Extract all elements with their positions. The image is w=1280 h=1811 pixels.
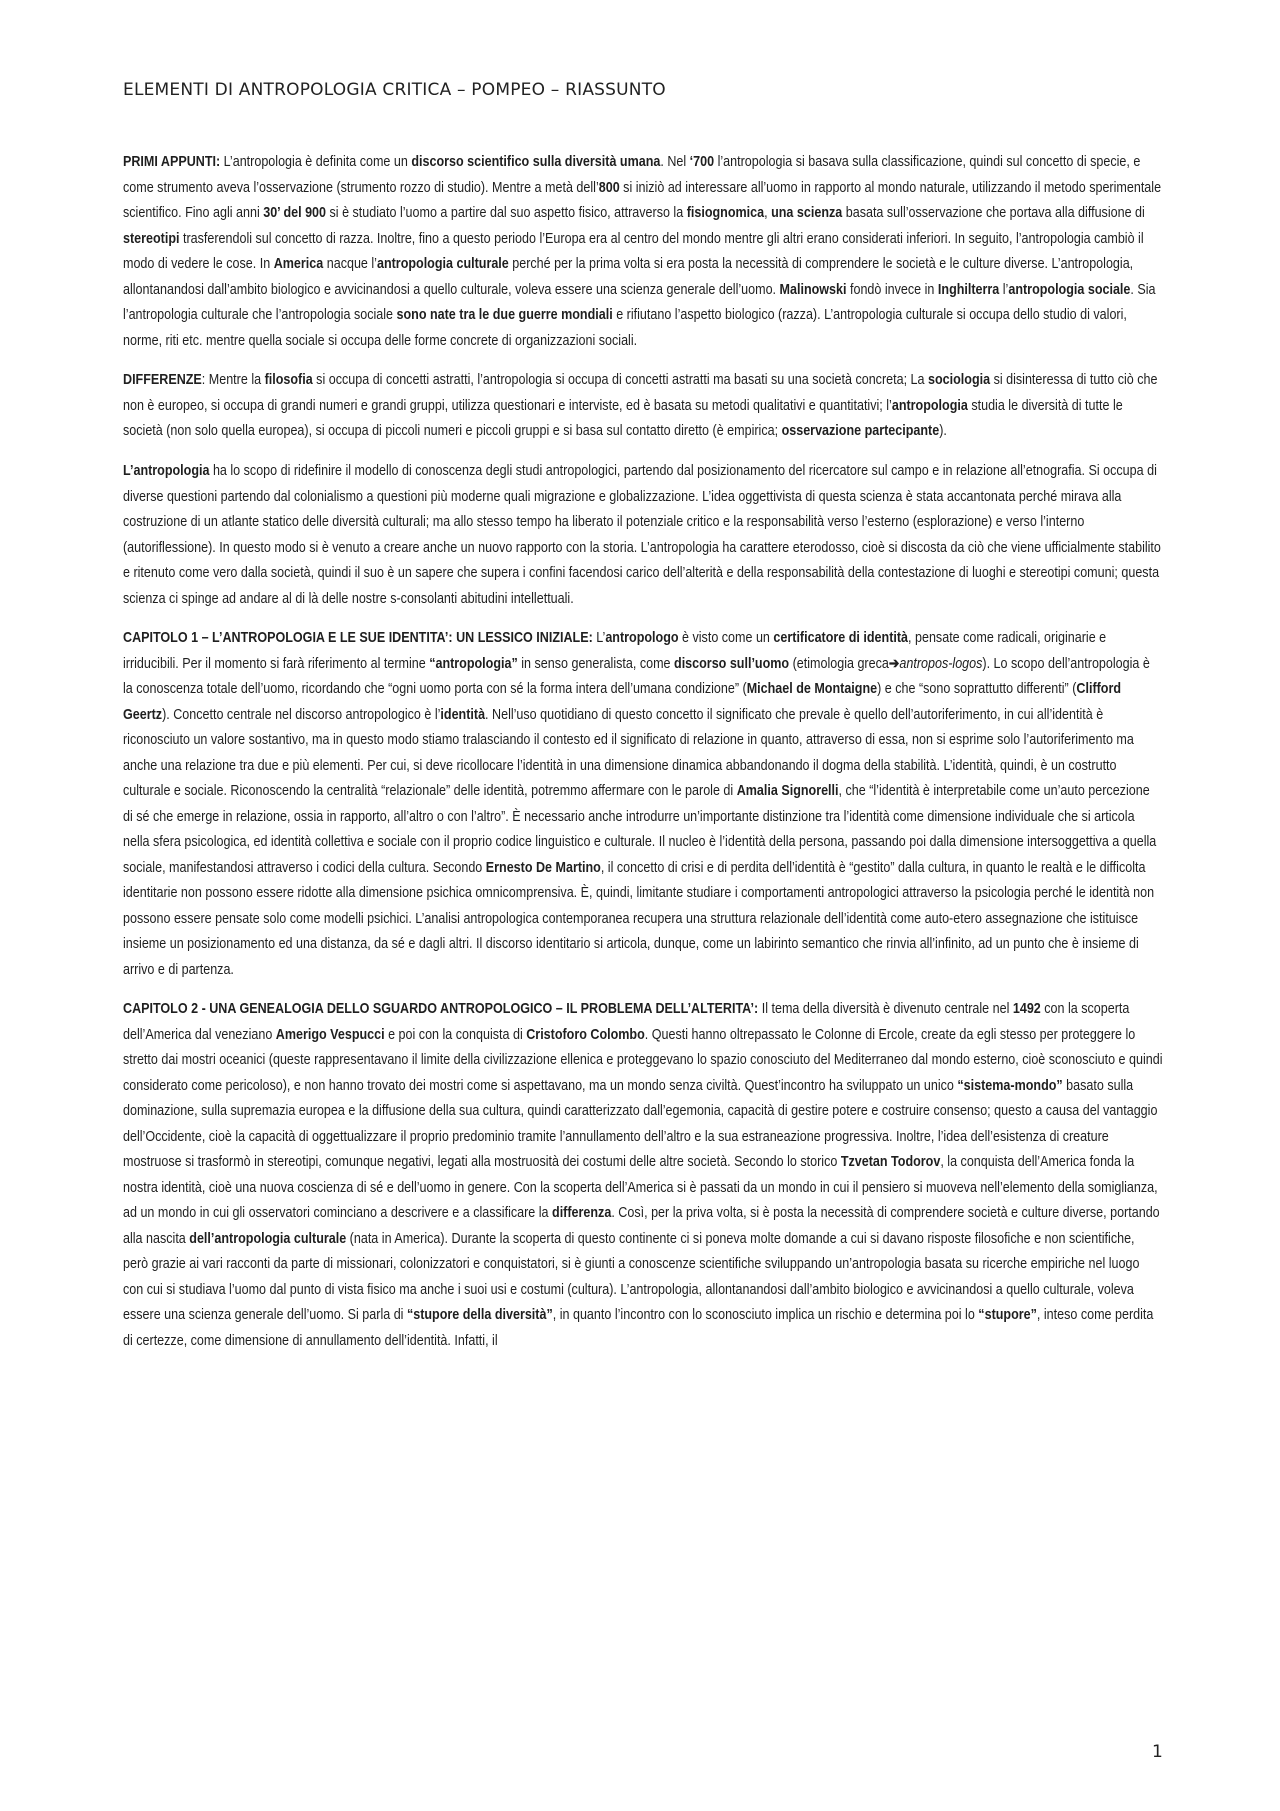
body-text: L’antropologia è definita come un	[223, 154, 412, 170]
bold-text: sociologia	[928, 372, 991, 388]
body-text: L’	[596, 630, 606, 646]
body-text: , inteso come perdita di certezze, come dimensione di annullamento dell’identità. Infatti, il	[123, 1307, 1154, 1349]
body-text: ha lo scopo di ridefinire il modello di conoscenza degli studi antropologici, partendo dal posizionamento del ricercatore sul campo e in relazione all’etnografia. Si occupa di diverse questioni partendo dal colonialismo a questioni più moderne quali migrazione e globalizzazione. L’idea oggettivista di questa scienza è stata accantonata perché mirava alla costruzione di un atlante statico delle diversità culturali; ma allo stesso tempo ha liberato il potenziale critico e la responsabilità verso l’esterno (esplorazione) e verso l’interno (autoriflessione). In questo modo si è venuto a creare anche un nuovo rapporto con la storia. L’antropologia ha carattere eterodosso, cioè si discosta da ciò che viene ufficialmente stabilito e ritenuto come vero dalla società, quindi il suo è un sapere che supera i confini facendosi carico dell’alterità e della responsabilità della contestazione di luoghi e stereotipi comuni; questa scienza ci spinge ad andare al di là delle nostre s-consolanti abitudini intellettuali.	[123, 463, 1161, 607]
bold-text: L’antropologia	[123, 463, 210, 479]
bold-text: Malinowski	[779, 281, 847, 298]
bold-text: 30’ del 900	[263, 205, 327, 221]
bold-text: stereotipi	[123, 230, 180, 247]
bold-text: America	[273, 256, 324, 272]
body-text: in senso generalista, come	[517, 655, 675, 672]
bold-text: una scienza	[771, 205, 843, 221]
body-text: ) e che “sono soprattutto differenti” (	[877, 681, 1077, 697]
body-text: , in quanto l’incontro con lo sconosciuto implica un rischio e determina poi lo	[552, 1307, 979, 1323]
body-text: e poi con la conquista di	[384, 1026, 527, 1043]
bold-text: Amerigo Vespucci	[275, 1026, 385, 1043]
bold-text: antropologia culturale	[376, 256, 509, 272]
bold-text: sono nate tra le due guerre mondiali	[396, 307, 613, 323]
body-text: studia le diversità di tutte le società (non solo quella europea), si occupa di piccoli numeri e piccoli gruppi e si basa sul contatto diretto (è empirica;	[123, 397, 1123, 439]
body-text: ). Lo scopo dell’antropologia è la conoscenza totale dell’uomo, ricordando che “ogni uomo porta con sé la forma intera dell’umana condizione” (	[123, 655, 1150, 697]
body-text: si è studiato l’uomo a partire dal suo aspetto fisico, attraverso la	[326, 205, 687, 221]
bold-text: CAPITOLO 2 - UNA GENEALOGIA DELLO SGUARDO ANTROPOLOGICO – IL PROBLEMA DELL’ALTERITA’:	[123, 1001, 762, 1017]
body-text: l’antropologia si basava sulla classificazione, quindi sul concetto di specie, e come strumento aveva l’osservazione (strumento rozzo di studio). Mentre a metà dell’	[123, 154, 1141, 196]
paragraph-primi-appunti	[123, 150, 1163, 354]
bold-text: 800	[598, 179, 620, 196]
body-text: nacque l’	[323, 256, 377, 272]
body-text: . Sia l’antropologia culturale che l’antropologia sociale	[123, 281, 1156, 323]
bold-text: discorso sull’uomo	[674, 655, 790, 672]
body-text: fondò invece in	[846, 281, 938, 298]
bold-text: CAPITOLO 1 – L’ANTROPOLOGIA E LE SUE IDENTITA’: UN LESSICO INIZIALE:	[123, 630, 597, 646]
document-body	[123, 150, 1163, 1368]
italic-text: antropos-logos	[899, 655, 983, 672]
bold-text: identità	[440, 706, 486, 723]
bold-text: Clifford Geertz	[123, 681, 1122, 723]
bold-text: differenza	[552, 1205, 612, 1221]
bold-text: PRIMI APPUNTI:	[123, 154, 224, 170]
bold-text: ‘700	[689, 154, 715, 170]
paragraph-capitolo-2	[123, 997, 1163, 1354]
body-text: , il concetto di crisi e di perdita dell’identità è “gestito” dalla cultura, in quanto le realtà e le difficolta identitarie non possono essere ridotte alla dimensione psichica omnicomprensiva. È, quindi, limitante studiare i comportamenti antropologici attraverso la psicologia perché le identità non possono essere pensate solo come modelli psichici. L’analisi antropologica contemporanea recupera una struttura relazionale dell’identità come auto-etero assegnazione che istituisce insieme un posizionamento ed una distanza, da sé e dagli altri. Il discorso identitario si articola, dunque, come un labirinto semantico che rinvia all’infinito, ad un punto che è insieme di arrivo e di partenza.	[123, 859, 1155, 978]
body-text: ,	[764, 205, 772, 221]
body-text: ).	[939, 423, 947, 439]
bold-text: Inghilterra	[937, 281, 1000, 298]
bold-text: “stupore”	[978, 1307, 1037, 1323]
body-text: si iniziò ad interessare all’uomo in rapporto al mondo naturale, utilizzando il metodo sperimentale scientifico. Fino agli anni	[123, 179, 1162, 221]
paragraph-lantropologia	[123, 459, 1163, 612]
body-text: . Nel	[660, 154, 690, 170]
body-text: è visto come un	[678, 630, 774, 646]
bold-text: Cristoforo Colombo	[526, 1026, 645, 1043]
bold-text: Amalia Signorelli	[736, 783, 839, 799]
body-text: si occupa di concetti astratti, l’antropologia si occupa di concetti astratti ma basati su una società concreta; La	[312, 372, 929, 388]
body-text: con la scoperta dell’America dal veneziano	[123, 1001, 1130, 1043]
body-text: basata sull’osservazione che portava alla diffusione di	[842, 205, 1145, 221]
bold-text: “sistema-mondo”	[957, 1077, 1063, 1094]
paragraph-differenze	[123, 368, 1163, 445]
body-text: e rifiutano l’aspetto biologico (razza). L’antropologia culturale si occupa dello studio di valori, norme, riti etc. mentre quella sociale si occupa delle forme concrete di organizzazioni sociali.	[123, 307, 1127, 349]
bold-text: 1492	[1012, 1001, 1041, 1017]
bold-text: antropologo	[605, 630, 679, 646]
body-text: . Così, per la priva volta, si è posta la necessità di comprendere società e culture diverse, portando alla nascita	[123, 1205, 1160, 1247]
arrow-right-icon: ➔	[888, 655, 900, 672]
paragraph-capitolo-1	[123, 626, 1163, 983]
body-text: Il tema della diversità è divenuto centrale nel	[761, 1001, 1013, 1017]
bold-text: antropologia	[891, 397, 968, 414]
document-title: ELEMENTI DI ANTROPOLOGIA CRITICA – POMPEO – RIASSUNTO	[123, 80, 666, 100]
page-number: 1	[1152, 1742, 1163, 1762]
body-text: (etimologia greca	[789, 655, 889, 672]
bold-text: “antropologia”	[429, 655, 518, 672]
body-text: l’	[999, 281, 1009, 298]
bold-text: antropologia sociale	[1008, 281, 1131, 298]
body-text: , che “l’identità è interpretabile come un’auto percezione di sé che emerge in relazione, ossia in rapporto, all’altro o con l’altro”. È necessario anche introdurre un’importante distinzione tra l’identità come dimensione individuale che si articola nella sfera psicologica, ed identità collettiva e sociale con il proprio codice linguistico e culturale. Il nucleo è l’identità della persona, passando poi dalla dimensione intersoggettiva a quella sociale, manifestandosi attraverso i codici della cultura. Secondo	[123, 783, 1157, 876]
bold-text: filosofia	[264, 372, 313, 388]
bold-text: dell’antropologia culturale	[189, 1230, 347, 1247]
body-text: (nata in America). Durante la scoperta di questo continente ci si poneva molte domande a cui si davano risposte filosofiche e non scientifiche, però grazie ai vari racconti da parte di missionari, colonizzatori e conquistatori, si è giunti a conoscenze scientifiche sviluppando un’antropologia basata su ricerche empiriche nel luogo con cui si studiava l’uomo dal punto di vista fisico ma anche i suoi usi e costumi (cultura). L’antropologia, allontanandosi dall’ambito biologico e avvicinandosi a quello culturale, voleva essere una scienza generale dell’uomo. Si parla di	[123, 1230, 1140, 1323]
body-text: si disinteressa di tutto ciò che non è europeo, si occupa di grandi numeri e grandi gruppi, utilizza questionari e interviste, ed è basata su metodi qualitativi e quantitativi; l’	[123, 372, 1158, 414]
body-text: : Mentre la	[201, 372, 265, 388]
body-text: . Nell’uso quotidiano di questo concetto il significato che prevale è quello dell’autoriferimento, in cui all’identità è riconosciuto un valore sostantivo, ma in questo modo stiamo tralasciando il contesto ed il significato di relazione in quanto, attraverso di essa, non si esprime solo l’autoriferimento ma anche una relazione tra due e più elementi. Per cui, si deve ricollocare l’identità in una dimensione dinamica abbandonando il dogma della stabilità. L’identità, quindi, è un costrutto culturale e sociale. Riconoscendo la centralità “relazionale” delle identità, potremmo affermare con le parole di	[123, 706, 1134, 799]
bold-text: Ernesto De Martino	[485, 859, 601, 876]
bold-text: fisiognomica	[686, 205, 765, 221]
bold-text: osservazione partecipante	[781, 423, 940, 439]
body-text: ). Concetto centrale nel discorso antropologico è l’	[162, 706, 441, 723]
bold-text: Michael de Montaigne	[746, 681, 878, 697]
body-text: basato sulla dominazione, sulla supremazia europea e la diffusione della sua cultura, quindi caratterizzato dall’egemonia, capacità di gestire potere e costruire consenso; questo a causa del vantaggio dell’Occidente, cioè la capacità di oggettualizzare il proprio predominio tramite l’annullamento dell’altro e la sua estraneazione progressiva. Inoltre, l’idea dell’esistenza di creature mostruose si trasformò in stereotipi, comunque negativi, legati alla mostruosità dei costumi delle altre società. Secondo lo storico	[123, 1077, 1158, 1170]
body-text: , la conquista dell’America fonda la nostra identità, cioè una nuova coscienza di sé e dell’uomo in genere. Con la scoperta dell’America si è passati da un mondo in cui il pensiero si muoveva nell’elemento della somiglianza, ad un mondo in cui gli osservatori cominciano a descrivere e a classificare la	[123, 1154, 1158, 1221]
bold-text: certificatore di identità	[773, 630, 909, 646]
bold-text: discorso scientifico sulla diversità umana	[411, 154, 661, 170]
bold-text: DIFFERENZE	[123, 372, 202, 388]
body-text: perché per la prima volta si era posta la necessità di comprendere le società e le culture diverse. L’antropologia, allontanandosi dall’ambito biologico e avvicinandosi a quello culturale, voleva essere una scienza generale dell’uomo.	[123, 256, 1134, 298]
body-text: , pensate come radicali, originarie e irriducibili. Per il momento si farà riferimento al termine	[123, 630, 1107, 672]
bold-text: “stupore della diversità”	[406, 1307, 553, 1323]
body-text: trasferendoli sul concetto di razza. Inoltre, fino a questo periodo l’Europa era al centro del mondo mentre gli altri erano considerati inferiori. In seguito, l’antropologia cambiò il modo di vedere le cose. In	[123, 230, 1144, 272]
bold-text: Tzvetan Todorov	[840, 1154, 941, 1170]
body-text: . Questi hanno oltrepassato le Colonne di Ercole, create da egli stesso per proteggere lo stretto dai mostri oceanici (queste rappresentavano il limite della civilizzazione ellenica e proteggevano lo spazio conosciuto del Mediterraneo dal mondo esterno, cioè sconosciuto e quindi considerato come pericoloso), e non hanno trovato dei mostri come si aspettavano, ma un mondo senza civiltà. Quest’incontro ha sviluppato un unico	[123, 1026, 1163, 1094]
